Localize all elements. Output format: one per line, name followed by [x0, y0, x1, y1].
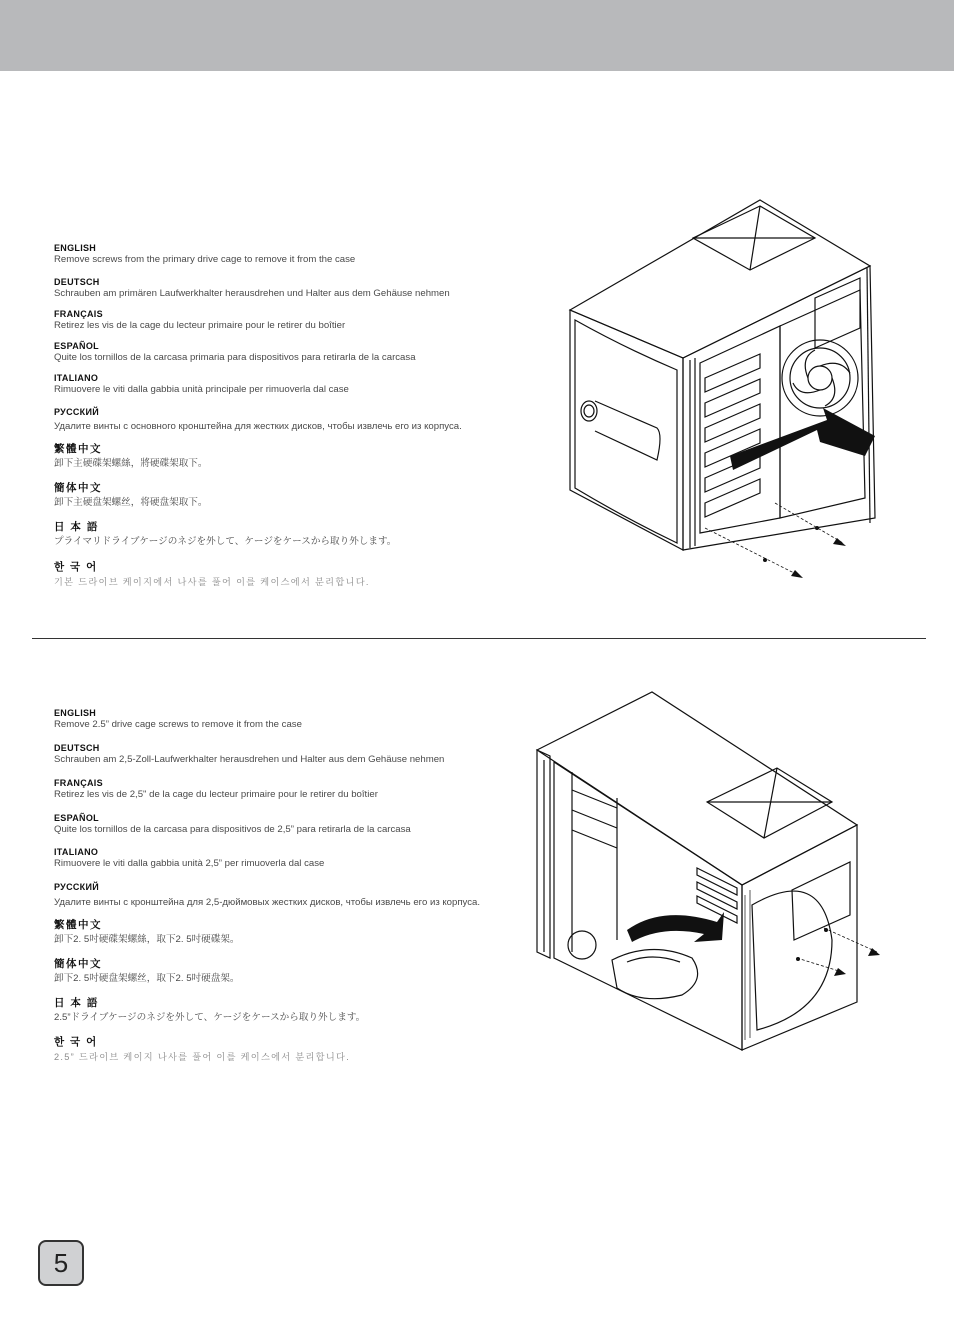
lang-block-english	[54, 243, 524, 266]
lang-text-francais: Retirez les vis de la cage du lecteur primaire pour le retirer du boîtier	[54, 320, 346, 331]
lang-title-russian: РУССКИЙ	[54, 407, 100, 417]
lang-title-simp-chinese: 簡体中文	[54, 958, 102, 970]
lang-title-english: ENGLISH	[54, 708, 97, 718]
lang-title-deutsch: DEUTSCH	[54, 277, 100, 287]
lang-text-korean: 기본 드라이브 케이지에서 나사를 풀어 이를 케이스에서 분리합니다.	[54, 577, 370, 587]
lang-block-japanese	[54, 997, 524, 1024]
lang-block-espanol	[54, 341, 524, 364]
lang-block-francais	[54, 778, 524, 801]
lang-title-espanol: ESPAÑOL	[54, 341, 99, 351]
page-number: 5	[53, 1247, 69, 1278]
lang-text-deutsch: Schrauben am 2,5-Zoll-Laufwerkhalter herausdrehen und Halter aus dem Gehäuse nehmen	[54, 754, 445, 765]
lang-block-english	[54, 708, 524, 731]
lang-block-simp-chinese	[54, 482, 524, 509]
section-remove-25-drive-cage	[54, 708, 524, 1063]
lang-text-italiano: Rimuovere le viti dalla gabbia unità principale per rimuoverla dal case	[54, 384, 349, 395]
lang-block-simp-chinese	[54, 958, 524, 985]
lang-text-trad-chinese: 卸下2. 5吋硬碟架螺絲，取下2. 5吋硬碟架。	[54, 934, 240, 945]
lang-text-trad-chinese: 卸下主硬碟架螺絲，將硬碟架取下。	[54, 458, 208, 469]
lang-text-english: Remove screws from the primary drive cage to remove it from the case	[54, 254, 356, 265]
lang-block-trad-chinese	[54, 443, 524, 470]
lang-title-trad-chinese: 繁體中文	[54, 443, 102, 455]
lang-title-trad-chinese: 繁體中文	[54, 919, 102, 931]
lang-block-korean	[54, 1036, 524, 1063]
lang-block-deutsch	[54, 277, 524, 300]
lang-text-deutsch: Schrauben am primären Laufwerkhalter herausdrehen und Halter aus dem Gehäuse nehmen	[54, 288, 450, 299]
lang-text-english: Remove 2.5” drive cage screws to remove it from the case	[54, 719, 302, 730]
case-25-drive-cage-illustration	[532, 690, 882, 1060]
lang-text-russian: Удалите винты с основного кронштейна для жестких дисков, чтобы извлечь его из корпуса.	[54, 421, 462, 432]
lang-title-japanese: 日 本 語	[54, 521, 99, 533]
lang-text-japanese: 2.5”ドライブケージのネジを外して、ケージをケースから取り外します。	[54, 1012, 366, 1023]
lang-title-korean: 한 국 어	[54, 561, 98, 573]
lang-title-deutsch: DEUTSCH	[54, 743, 100, 753]
lang-block-russian	[54, 407, 524, 433]
lang-title-english: ENGLISH	[54, 243, 97, 253]
lang-title-korean: 한 국 어	[54, 1036, 98, 1048]
lang-block-francais	[54, 309, 524, 332]
lang-title-simp-chinese: 簡体中文	[54, 482, 102, 494]
lang-title-francais: FRANÇAIS	[54, 778, 103, 788]
lang-title-francais: FRANÇAIS	[54, 309, 103, 319]
section-divider	[32, 638, 926, 639]
lang-text-korean: 2.5” 드라이브 케이지 나사를 풀어 이를 케이스에서 분리합니다.	[54, 1052, 351, 1062]
lang-text-espanol: Quite los tornillos de la carcasa primaria para dispositivos para retirarla de la carcasa	[54, 352, 416, 363]
lang-text-francais: Retirez les vis de 2,5" de la cage du lecteur primaire pour le retirer du boîtier	[54, 789, 378, 800]
lang-title-espanol: ESPAÑOL	[54, 813, 99, 823]
lang-block-japanese	[54, 521, 524, 548]
section-remove-primary-drive-cage	[54, 243, 524, 588]
lang-title-italiano: ITALIANO	[54, 847, 99, 857]
header-band	[0, 0, 954, 71]
lang-block-deutsch	[54, 743, 524, 766]
lang-block-espanol	[54, 813, 524, 836]
lang-text-espanol: Quite los tornillos de la carcasa para dispositivos de 2,5” para retirarla de la carcasa	[54, 824, 411, 835]
page-number-badge	[38, 1240, 84, 1286]
lang-block-italiano	[54, 373, 524, 396]
lang-text-russian: Удалите винты с кронштейна для 2,5-дюймовых жестких дисков, чтобы извлечь его из корпуса.	[54, 897, 481, 908]
case-primary-drive-cage-illustration	[565, 198, 885, 588]
lang-title-russian: РУССКИЙ	[54, 882, 100, 892]
lang-title-italiano: ITALIANO	[54, 373, 99, 383]
lang-text-italiano: Rimuovere le viti dalla gabbia unità 2,5” per rimuoverla dal case	[54, 858, 325, 869]
lang-block-korean	[54, 561, 524, 588]
lang-text-simp-chinese: 卸下2. 5吋硬盘架螺丝，取下2. 5吋硬盘架。	[54, 973, 240, 984]
lang-text-simp-chinese: 卸下主硬盘架螺丝，将硬盘架取下。	[54, 497, 208, 508]
lang-block-italiano	[54, 847, 524, 870]
lang-block-trad-chinese	[54, 919, 524, 946]
lang-title-japanese: 日 本 語	[54, 997, 99, 1009]
lang-block-russian	[54, 882, 524, 909]
lang-text-japanese: プライマリドライブケージのネジを外して、ケージをケースから取り外します。	[54, 536, 397, 547]
